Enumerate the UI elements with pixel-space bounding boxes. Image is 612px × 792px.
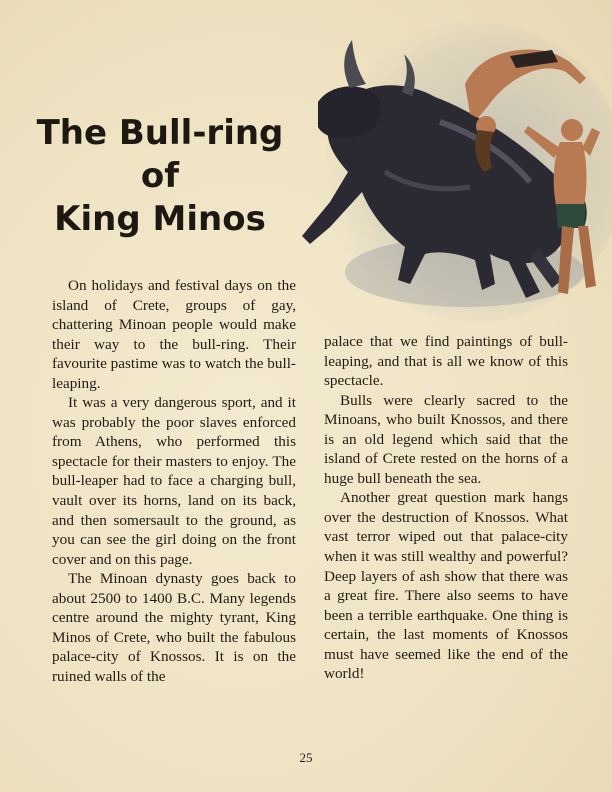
title-line-1: The Bull-ring <box>36 113 284 153</box>
article-title <box>30 112 290 241</box>
left-paragraph-2: It was a very dangerous sport, and it was probably the poor slaves enforced from Athens, who performed this spectacle for their masters to enjoy. The bull-leaper had to face a charging bull, vault over its horns, land on its back, and then somersault to the ground, as you can see the girl doing on the front cover and on this page. <box>52 394 296 568</box>
bull-leaping-illustration <box>290 22 612 340</box>
page-number: 25 <box>299 750 313 765</box>
right-paragraph-2: Bulls were clearly sacred to the Minoans, who built Knossos, and there is an old legend which said that the island of Crete rested on the horns of a huge bull beneath the sea. <box>324 391 568 487</box>
left-paragraph-1: On holidays and festival days on the island of Crete, groups of gay, chattering Minoan people would make their way to the bull-ring. Their favourite pastime was to watch the bull-leaping. <box>52 277 296 392</box>
left-paragraph-3: The Minoan dynasty goes back to about 2500 to 1400 B.C. Many legends centre around the mighty tyrant, King Minos of Crete, who built the fabulous palace-city of Knossos. It is on the ruined walls of the <box>52 570 296 685</box>
right-text-column <box>324 332 568 684</box>
right-paragraph-3: Another great question mark hangs over the destruction of Knossos. What vast terror wiped out that palace-city when it was still wealthy and powerful? Deep layers of ash show that there was a great fire. There also seems to have been a terrible earthquake. One thing is certain, the last moments of Knossos must have seemed like the end of the world! <box>324 489 568 683</box>
right-paragraph-1: palace that we find paintings of bull-leaping, and that is all we know of this spectacle. <box>324 333 568 390</box>
left-text-column <box>52 276 296 686</box>
title-line-2: of <box>140 156 180 196</box>
title-line-3: King Minos <box>54 199 266 239</box>
